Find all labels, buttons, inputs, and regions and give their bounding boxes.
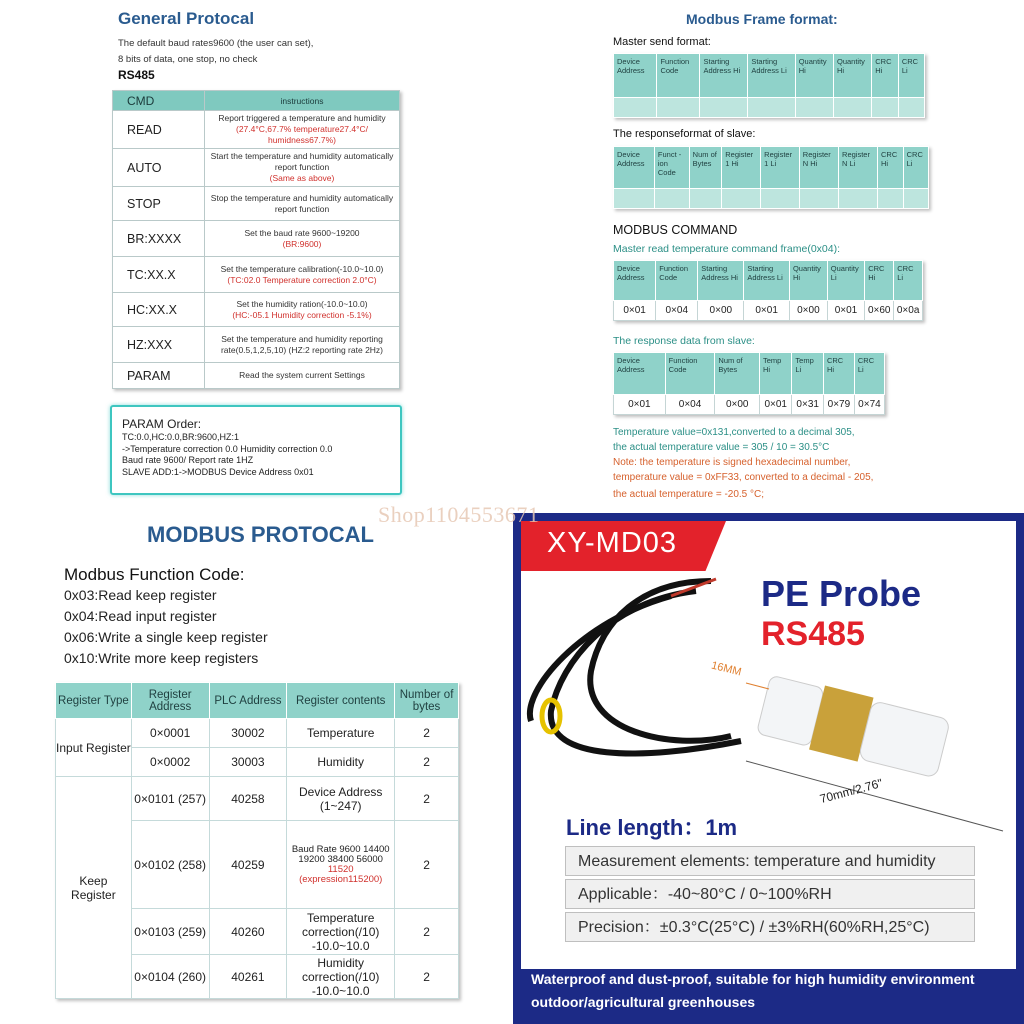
cmd-read: READ	[113, 111, 205, 149]
modbus-frame-title: Modbus Frame format:	[686, 11, 838, 27]
param-order-box	[110, 405, 402, 495]
frame-header: Num of Bytes	[689, 147, 722, 189]
register-bytes: 2	[395, 748, 459, 777]
frame-value: 0×04	[656, 301, 698, 321]
frame-value: 0×60	[865, 301, 894, 321]
cmd-br: BR:XXXX	[113, 221, 205, 257]
model-name: XY-MD03	[547, 527, 678, 559]
cmd-tc: TC:XX.X	[113, 257, 205, 293]
cmd-hz-desc: Set the temperature and humidity reporting rate(0.5,1,2,5,10) (HZ:2 reporting rate 2Hz)	[205, 327, 400, 363]
frame-header: Register N Hi	[799, 147, 838, 189]
frame-header: Temp Li	[792, 353, 824, 395]
frame-value: 0×74	[854, 395, 884, 415]
cmd-param: PARAM	[113, 363, 205, 389]
spec-item: Measurement elements: temperature and humidity	[565, 846, 975, 876]
signed-note: the actual temperature = -20.5 °C;	[613, 489, 765, 500]
product-protocol: RS485	[761, 615, 865, 653]
diameter-dimension: 16MM	[710, 659, 743, 679]
cmd-hc: HC:XX.X	[113, 293, 205, 327]
plc-address: 30002	[209, 719, 287, 748]
frame-header: CRC Li	[903, 147, 928, 189]
register-address: 0×0002	[131, 748, 209, 777]
cmd-param-desc: Read the system current Settings	[205, 363, 400, 389]
spec-item: Precision：±0.3°C(25°C) / ±3%RH(60%RH,25°C)	[565, 912, 975, 942]
register-address: 0×0101 (257)	[131, 777, 209, 821]
register-header: Register Address	[131, 683, 209, 719]
frame-value: 0×01	[744, 301, 790, 321]
frame-header: Register 1 Hi	[722, 147, 761, 189]
register-header: Number of bytes	[395, 683, 459, 719]
command-table	[112, 90, 400, 389]
read-command-label: Master read temperature command frame(0x04):	[613, 243, 841, 255]
frame-header: CRC Li	[854, 353, 884, 395]
function-code-title: Modbus Function Code:	[64, 565, 245, 584]
baud-rate-note: The default baud rates9600 (the user can set),	[118, 38, 314, 49]
function-code-item: 0x06:Write a single keep register	[64, 629, 268, 645]
frame-value: 0×31	[792, 395, 824, 415]
register-bytes: 2	[395, 955, 459, 999]
frame-header: Register N Li	[839, 147, 878, 189]
frame-header: CRC Li	[894, 261, 923, 301]
length-dimension: 70mm/2.76"	[818, 775, 885, 807]
modbus-protocol-title: MODBUS PROTOCAL	[147, 522, 374, 547]
frame-header: Starting Address Hi	[700, 54, 748, 98]
product-footer: Waterproof and dust-proof, suitable for high humidity environment	[531, 971, 975, 987]
frame-value: 0×01	[614, 395, 666, 415]
frame-header: Function Code	[657, 54, 700, 98]
cmd-auto-desc: Start the temperature and humidity automatically report function (Same as above)	[205, 149, 400, 187]
cmd-hz: HZ:XXX	[113, 327, 205, 363]
register-address: 0×0103 (259)	[131, 909, 209, 955]
general-protocol-title: General Protocal	[118, 9, 255, 28]
register-type: Input Register	[56, 719, 132, 777]
frame-header: Starting Address Hi	[698, 261, 744, 301]
frame-header: Quantity Li	[827, 261, 864, 301]
data-bits-note: 8 bits of data, one stop, no check	[118, 54, 258, 65]
register-contents: Temperature correction(/10) -10.0~10.0	[287, 909, 395, 955]
spec-item: Applicable：-40~80°C / 0~100%RH	[565, 879, 975, 909]
frame-header: Device Address	[614, 353, 666, 395]
register-contents: Humidity correction(/10) -10.0~10.0	[287, 955, 395, 999]
temperature-note: Temperature value=0x131,converted to a decimal 305,	[613, 427, 855, 438]
frame-header: Num of Bytes	[715, 353, 760, 395]
frame-value: 0×0a	[894, 301, 923, 321]
frame-value: 0×00	[715, 395, 760, 415]
function-code-item: 0x03:Read keep register	[64, 587, 217, 603]
cmd-br-desc: Set the baud rate 9600~19200 (BR:9600)	[205, 221, 400, 257]
slave-response-table	[613, 146, 929, 209]
register-header: Register Type	[56, 683, 132, 719]
plc-address: 40258	[209, 777, 287, 821]
product-name: PE Probe	[761, 573, 922, 614]
cmd-stop: STOP	[113, 187, 205, 221]
frame-header: Register 1 Li	[761, 147, 800, 189]
spec-list	[565, 846, 975, 945]
plc-address: 30003	[209, 748, 287, 777]
register-contents: Baud Rate 9600 14400 19200 38400 56000 11520 (expression115200)	[287, 821, 395, 909]
register-bytes: 2	[395, 777, 459, 821]
response-data-table	[613, 352, 885, 415]
read-command-table	[613, 260, 923, 321]
param-order-line: ->Temperature correction 0.0 Humidity correction 0.0	[122, 443, 333, 454]
cmd-tc-desc: Set the temperature calibration(-10.0~10.0) (TC:02.0 Temperature correction 2.0°C)	[205, 257, 400, 293]
register-address: 0×0001	[131, 719, 209, 748]
plc-address: 40259	[209, 821, 287, 909]
probe-illustration	[521, 561, 1016, 841]
register-table	[55, 682, 459, 999]
line-length: Line length：1m	[566, 815, 738, 840]
function-code-item: 0x04:Read input register	[64, 608, 217, 624]
register-address: 0×0102 (258)	[131, 821, 209, 909]
instructions-header: instructions	[205, 91, 400, 111]
response-data-label: The response data from slave:	[613, 335, 755, 347]
cmd-stop-desc: Stop the temperature and humidity automatically report function	[205, 187, 400, 221]
frame-header: Quantity Hi	[833, 54, 871, 98]
frame-header: Function Code	[656, 261, 698, 301]
signed-note: Note: the temperature is signed hexadecimal number,	[613, 457, 851, 468]
frame-header: CRC Hi	[872, 54, 899, 98]
frame-header: Temp Hi	[760, 353, 792, 395]
shop-watermark: Shop1104553671	[378, 502, 540, 527]
frame-header: Device Address	[614, 261, 656, 301]
plc-address: 40260	[209, 909, 287, 955]
cmd-auto: AUTO	[113, 149, 205, 187]
register-bytes: 2	[395, 719, 459, 748]
cmd-header: CMD	[113, 91, 205, 111]
master-send-table	[613, 53, 925, 118]
frame-header: CRC Hi	[823, 353, 854, 395]
master-send-label: Master send format:	[613, 36, 711, 48]
frame-header: CRC Hi	[865, 261, 894, 301]
frame-value: 0×01	[614, 301, 656, 321]
frame-header: CRC Li	[898, 54, 924, 98]
frame-value: 0×79	[823, 395, 854, 415]
register-bytes: 2	[395, 821, 459, 909]
register-bytes: 2	[395, 909, 459, 955]
frame-value: 0×04	[665, 395, 715, 415]
frame-header: Device Address	[614, 54, 657, 98]
rs485-label: RS485	[118, 68, 155, 82]
frame-header: CRC Hi	[877, 147, 903, 189]
register-type: Keep Register	[56, 777, 132, 999]
frame-header: Quantity Hi	[795, 54, 833, 98]
frame-value: 0×01	[827, 301, 864, 321]
param-order-line: TC:0.0,HC:0.0,BR:9600,HZ:1	[122, 432, 240, 442]
product-card	[513, 513, 1024, 1024]
frame-header: Starting Address Li	[744, 261, 790, 301]
frame-header: Function Code	[665, 353, 715, 395]
register-header: PLC Address	[209, 683, 287, 719]
frame-header: Starting Address Li	[748, 54, 795, 98]
register-contents: Temperature	[287, 719, 395, 748]
frame-value: 0×00	[698, 301, 744, 321]
frame-header: Device Address	[614, 147, 655, 189]
param-order-line: Baud rate 9600/ Report rate 1HZ	[122, 455, 254, 465]
register-header: Register contents	[287, 683, 395, 719]
frame-header: Quantity Hi	[789, 261, 827, 301]
register-contents: Humidity	[287, 748, 395, 777]
plc-address: 40261	[209, 955, 287, 999]
slave-response-label: The responseformat of slave:	[613, 128, 756, 140]
frame-value: 0×00	[789, 301, 827, 321]
frame-value: 0×01	[760, 395, 792, 415]
frame-header: Funct -ion Code	[654, 147, 689, 189]
function-code-item: 0x10:Write more keep registers	[64, 650, 259, 666]
register-contents: Device Address (1~247)	[287, 777, 395, 821]
signed-note: temperature value = 0xFF33, converted to a decimal - 205,	[613, 472, 874, 483]
cmd-read-desc: Report triggered a temperature and humidity (27.4°C,67.7% temperature27.4°C/ humidness67.7%)	[205, 111, 400, 149]
temperature-note: the actual temperature value = 305 / 10 = 30.5°C	[613, 442, 830, 453]
cmd-hc-desc: Set the humidity ration(-10.0~10.0) (HC:-05.1 Humidity correction -5.1%)	[205, 293, 400, 327]
param-order-line: SLAVE ADD:1->MODBUS Device Address 0x01	[122, 466, 314, 477]
modbus-command-title: MODBUS COMMAND	[613, 223, 738, 237]
param-order-title: PARAM Order:	[122, 417, 202, 431]
register-address: 0×0104 (260)	[131, 955, 209, 999]
product-panel	[521, 521, 1016, 969]
product-footer: outdoor/agricultural greenhouses	[531, 994, 756, 1010]
